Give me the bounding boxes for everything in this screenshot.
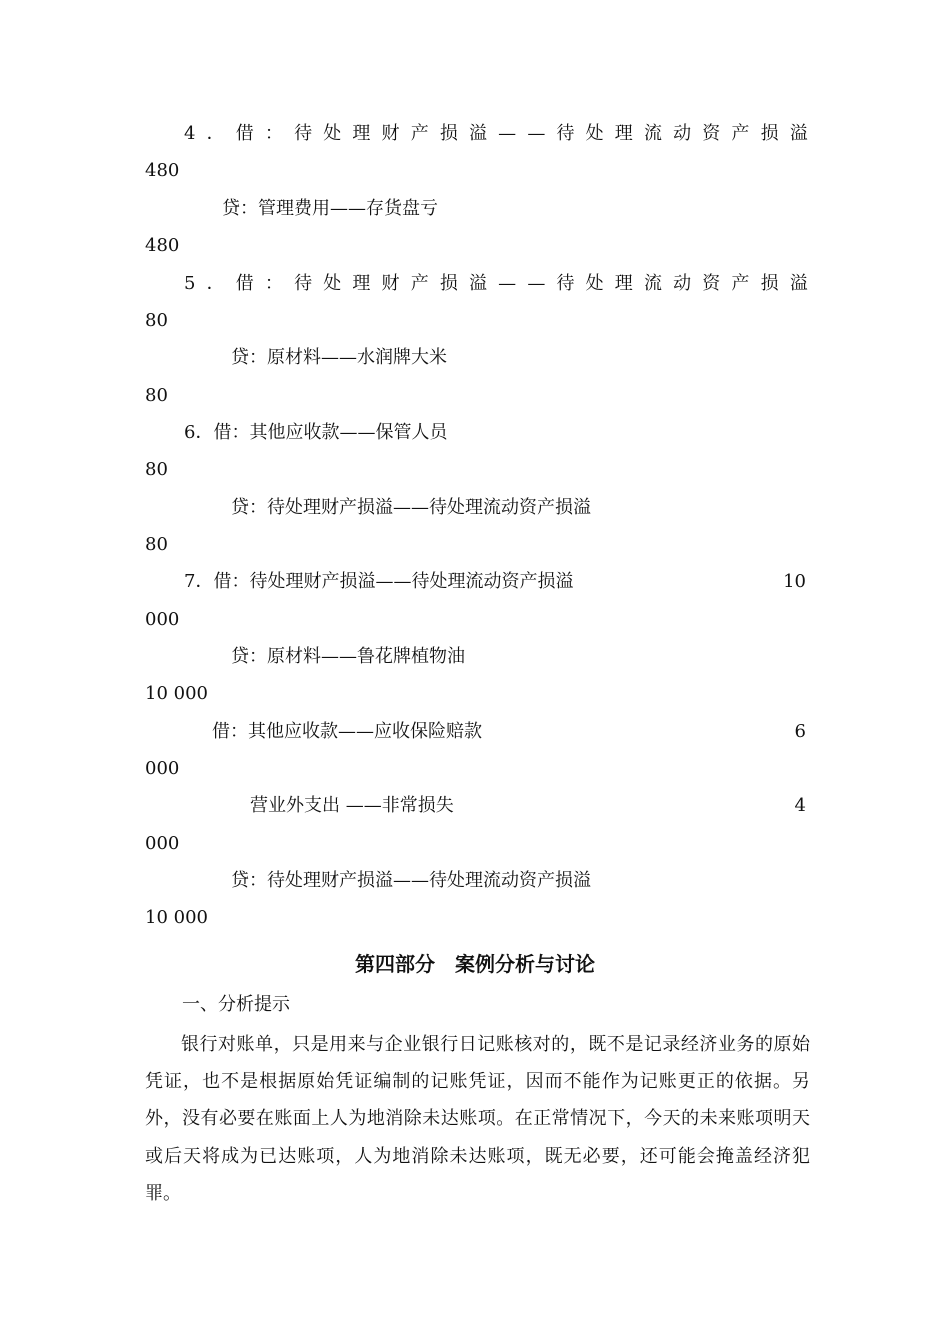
entry-7-debit-3-amount-a: 4 xyxy=(794,795,806,816)
entry-7-debit-3-amount-b: 000 xyxy=(145,833,180,854)
entry-char: 财 xyxy=(381,273,400,294)
entry-char: 理 xyxy=(614,273,633,294)
entry-7-debit: 7．借：待处理财产损溢——待处理流动资产损溢 xyxy=(184,571,574,592)
entry-char: ． xyxy=(206,273,225,294)
entry-char: 处 xyxy=(323,273,342,294)
entry-char: 产 xyxy=(410,273,429,294)
entry-char: ： xyxy=(264,273,283,294)
entry-4-credit: 贷：管理费用——存货盘亏 xyxy=(222,198,438,219)
entry-char: 损 xyxy=(760,273,779,294)
entry-char: 借 xyxy=(235,273,254,294)
entry-char: 损 xyxy=(439,123,458,144)
entry-char: 产 xyxy=(410,123,429,144)
entry-char: 产 xyxy=(731,273,750,294)
entry-7-debit-amount-b: 000 xyxy=(145,609,180,630)
entry-5-debit xyxy=(184,272,808,296)
entry-char: 待 xyxy=(556,123,575,144)
entry-char: 溢 xyxy=(469,273,488,294)
entry-char: 理 xyxy=(352,123,371,144)
entry-7-debit-2-amount-a: 6 xyxy=(794,721,806,742)
entry-char: 理 xyxy=(614,123,633,144)
entry-char: 资 xyxy=(702,123,721,144)
entry-char: 处 xyxy=(585,273,604,294)
entry-char: — xyxy=(498,273,517,294)
entry-char: 借 xyxy=(235,123,254,144)
entry-char: — xyxy=(527,273,546,294)
entry-char: 财 xyxy=(381,123,400,144)
entry-char: 动 xyxy=(673,273,692,294)
entry-char: 待 xyxy=(294,273,313,294)
entry-char: — xyxy=(527,123,546,144)
entry-7-credit-2-amount: 10 000 xyxy=(145,907,208,928)
analysis-paragraph: 银行对账单，只是用来与企业银行日记账核对的，既不是记录经济业务的原始凭证，也不是根据原始凭证编制的记账凭证，因而不能作为记账更正的依据。另外，没有必要在账面上人为地消除未达账项。在正常情况下，今天的未来账项明天或后天将成为已达账项，人为地消除未达账项，既无必要，还可能会掩盖经济犯罪。 xyxy=(145,1034,810,1204)
entry-4-credit-amount: 480 xyxy=(145,235,180,256)
entry-7-credit-amount: 10 000 xyxy=(145,683,208,704)
entry-char: 4 xyxy=(184,123,196,144)
entry-char: — xyxy=(498,123,517,144)
entry-5-credit: 贷：原材料——水润牌大米 xyxy=(231,347,447,368)
entry-char: 损 xyxy=(760,123,779,144)
section-subtitle: 一、分析提示 xyxy=(182,994,290,1015)
entry-char: 溢 xyxy=(469,123,488,144)
entry-7-credit: 贷：原材料——鲁花牌植物油 xyxy=(231,646,465,667)
entry-5-debit-amount: 80 xyxy=(145,310,168,331)
entry-char: 资 xyxy=(702,273,721,294)
entry-6-debit-amount: 80 xyxy=(145,459,168,480)
entry-7-debit-3: 营业外支出 ——非常损失 xyxy=(250,795,454,816)
entry-6-credit: 贷：待处理财产损溢——待处理流动资产损溢 xyxy=(231,497,591,518)
entry-char: 产 xyxy=(731,123,750,144)
entry-7-debit-2-amount-b: 000 xyxy=(145,758,180,779)
entry-char: ． xyxy=(206,123,225,144)
entry-char: 处 xyxy=(323,123,342,144)
entry-6-credit-amount: 80 xyxy=(145,534,168,555)
entry-char: 理 xyxy=(352,273,371,294)
entry-char: 损 xyxy=(439,273,458,294)
entry-4-debit-amount: 480 xyxy=(145,160,180,181)
entry-7-debit-amount-a: 10 xyxy=(783,571,806,592)
entry-char: 溢 xyxy=(789,273,808,294)
entry-char: ： xyxy=(264,123,283,144)
entry-4-debit xyxy=(184,122,808,146)
entry-char: 动 xyxy=(673,123,692,144)
entry-6-debit: 6．借：其他应收款——保管人员 xyxy=(184,422,448,443)
entry-char: 流 xyxy=(643,273,662,294)
entry-char: 5 xyxy=(184,273,196,294)
entry-7-debit-2: 借：其他应收款——应收保险赔款 xyxy=(212,721,482,742)
entry-char: 待 xyxy=(556,273,575,294)
entry-char: 流 xyxy=(643,123,662,144)
entry-7-credit-2: 贷：待处理财产损溢——待处理流动资产损溢 xyxy=(231,870,591,891)
entry-char: 溢 xyxy=(789,123,808,144)
entry-char: 待 xyxy=(294,123,313,144)
entry-char: 处 xyxy=(585,123,604,144)
entry-5-credit-amount: 80 xyxy=(145,385,168,406)
section-title: 第四部分 案例分析与讨论 xyxy=(355,952,595,976)
